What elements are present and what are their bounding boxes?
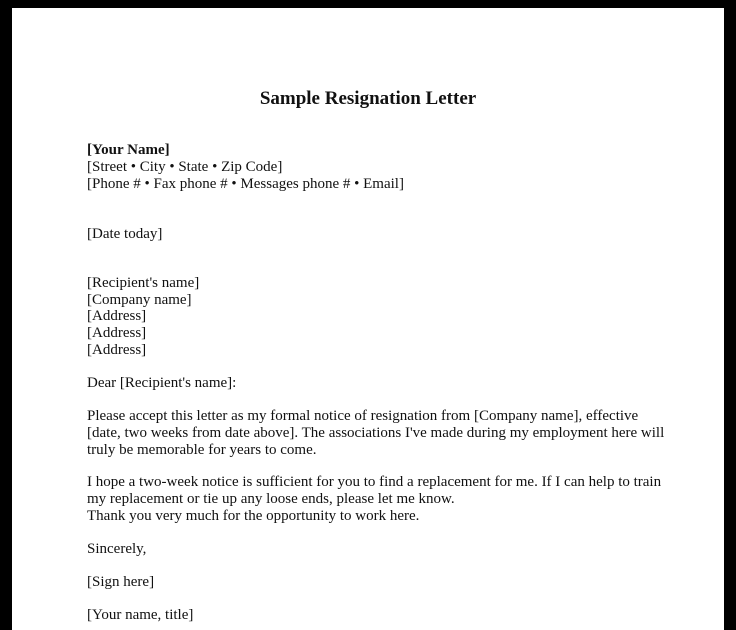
sender-street: [Street • City • State • Zip Code] [87,159,283,175]
recipient-address-1: [Address] [87,308,147,324]
paragraph-1-line-3: truly be memorable for years to come. [87,442,317,458]
recipient-name: [Recipient's name] [87,275,200,291]
paragraph-2-line-1: I hope a two-week notice is sufficient for you to find a replacement for me. If I can help to train [87,474,662,490]
sender-name: [Your Name] [87,142,170,158]
letter-date: [Date today] [87,226,163,242]
paragraph-2-line-2: my replacement or tie up any loose ends, please let me know. [87,491,455,507]
closing: Sincerely, [87,541,147,557]
paragraph-1-line-2: [date, two weeks from date above]. The associations I've made during my employment here will [87,425,665,441]
paragraph-2-line-3: Thank you very much for the opportunity to work here. [87,508,420,524]
sender-phone: [Phone # • Fax phone # • Messages phone # • Email] [87,176,404,192]
recipient-company: [Company name] [87,292,192,308]
recipient-address-3: [Address] [87,342,147,358]
salutation: Dear [Recipient's name]: [87,375,237,391]
recipient-address-2: [Address] [87,325,147,341]
letter-title: Sample Resignation Letter [259,88,477,109]
paragraph-1-line-1: Please accept this letter as my formal notice of resignation from [Company name], effective [87,408,639,424]
signoff-name: [Your name, title] [87,607,194,623]
signature-placeholder: [Sign here] [87,574,155,590]
